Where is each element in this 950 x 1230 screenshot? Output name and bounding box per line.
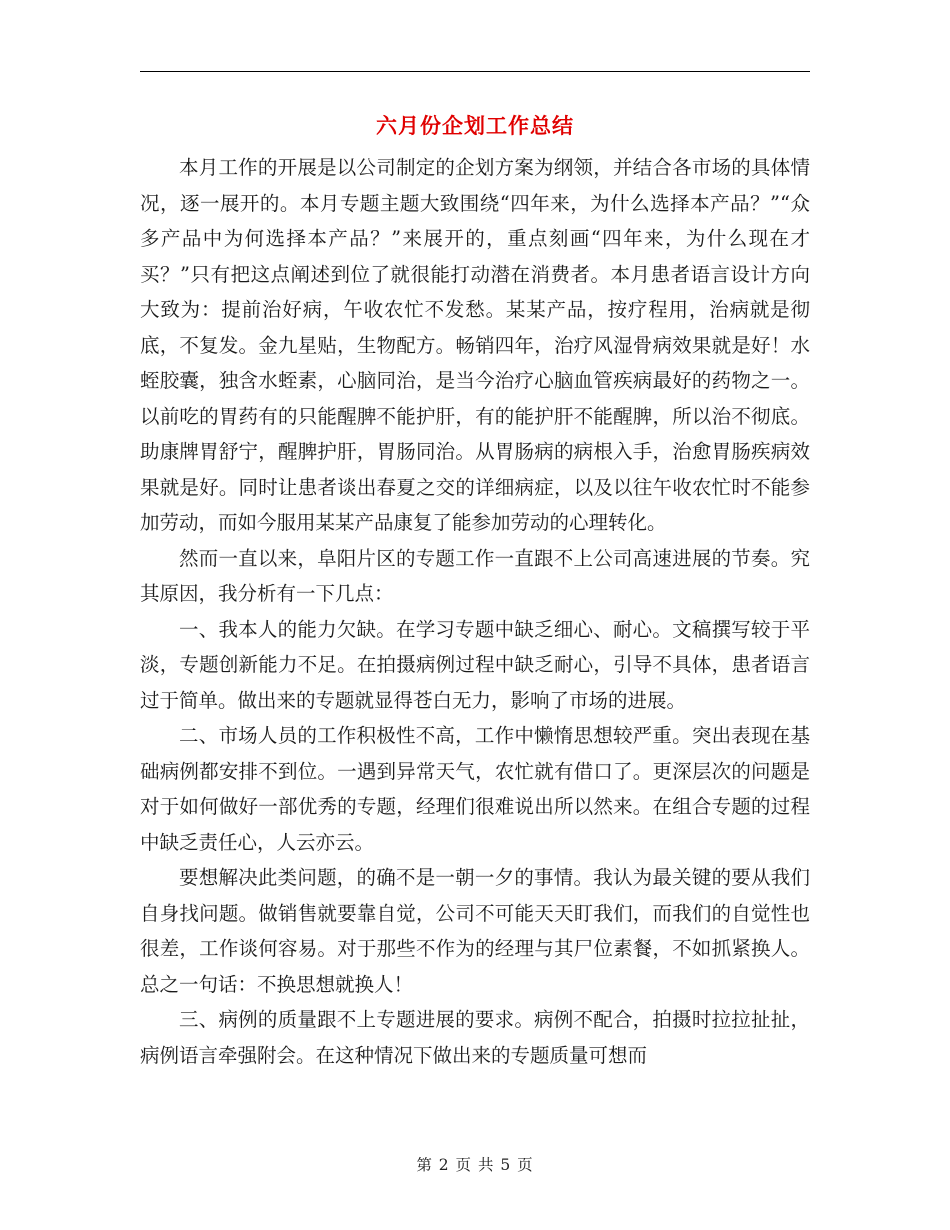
paragraph: 本月工作的开展是以公司制定的企划方案为纲领，并结合各市场的具体情况，逐一展开的。本月专题主题大致围绕“四年来，为什么选择本产品？”“众多产品中为何选择本产品？”来展开的，重点刻画“四年来，为什么现在才买？”只有把这点阐述到位了就很能打动潜在消费者。本月患者语言设计方向大致为：提前治好病，午收农忙不发愁。某某产品，按疗程用，治病就是彻底，不复发。金九星贴，生物配方。畅销四年，治疗风湿骨病效果就是好！水蛭胶囊，独含水蛭素，心脑同治，是当今治疗心脑血管疾病最好的药物之一。以前吃的胃药有的只能醒脾不能护肝，有的能护肝不能醒脾，所以治不彻底。助康牌胃舒宁，醒脾护肝，胃肠同治。从胃肠病的病根入手，治愈胃肠疾病效果就是好。同时让患者谈出春夏之交的详细病症，以及以往午收农忙时不能参加劳动，而如今服用某某产品康复了能参加劳动的心理转化。 bbox=[140, 156, 810, 534]
paragraph: 一、我本人的能力欠缺。在学习专题中缺乏细心、耐心。文稿撰写较于平淡，专题创新能力不足。在拍摄病例过程中缺乏耐心，引导不具体，患者语言过于简单。做出来的专题就显得苍白无力，影响了市场的进展。 bbox=[140, 617, 810, 712]
paragraph: 然而一直以来，阜阳片区的专题工作一直跟不上公司高速进展的节奏。究其原因，我分析有一下几点： bbox=[140, 546, 810, 605]
paragraph: 要想解决此类问题，的确不是一朝一夕的事情。我认为最关键的要从我们自身找问题。做销售就要靠自觉，公司不可能天天盯我们，而我们的自觉性也很差，工作谈何容易。对于那些不作为的经理与其尸位素餐，不如抓紧换人。总之一句话：不换思想就换人！ bbox=[140, 866, 810, 996]
page-footer: 第 2 页 共 5 页 bbox=[416, 1156, 534, 1174]
header-rule bbox=[140, 71, 810, 72]
document-body bbox=[140, 150, 810, 1073]
paragraph: 三、病例的质量跟不上专题进展的要求。病例不配合，拍摄时拉拉扯扯，病例语言牵强附会。在这种情况下做出来的专题质量可想而 bbox=[140, 1008, 810, 1067]
paragraph: 二、市场人员的工作积极性不高，工作中懒惰思想较严重。突出表现在基础病例都安排不到位。一遇到异常天气，农忙就有借口了。更深层次的问题是对于如何做好一部优秀的专题，经理们很难说出所以然来。在组合专题的过程中缺乏责任心，人云亦云。 bbox=[140, 724, 810, 854]
document-title: 六月份企划工作总结 bbox=[376, 113, 574, 138]
